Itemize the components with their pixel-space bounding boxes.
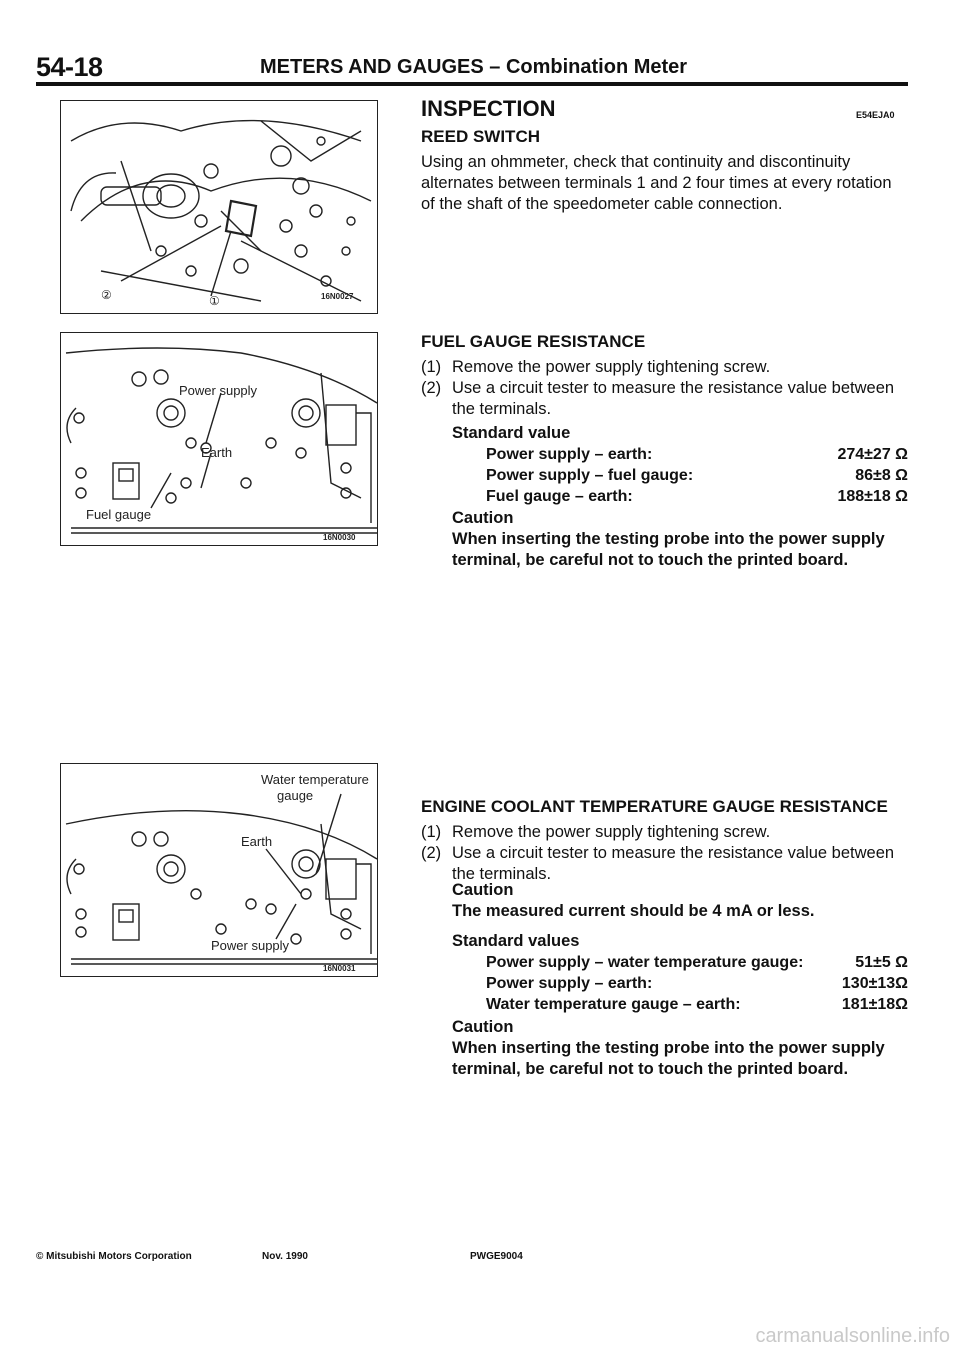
reed-switch-title: REED SWITCH	[421, 127, 540, 146]
figure-code: 16N0030	[323, 533, 356, 542]
label-earth: Earth	[241, 834, 273, 849]
coolant-caution2-title: Caution	[452, 1018, 514, 1036]
coolant-step1-number: (1)	[421, 823, 442, 841]
footer-code: PWGE9004	[470, 1251, 523, 1262]
figure-reed-switch	[60, 100, 378, 314]
section-title-inspection: INSPECTION	[421, 96, 556, 121]
fuel-row-value: 188±18 Ω	[837, 488, 908, 505]
footer-copyright: © Mitsubishi Motors Corporation	[36, 1251, 192, 1262]
fuel-caution-text: When inserting the testing probe into the power supply terminal, be careful not to touch the printed board.	[452, 530, 885, 569]
label-water-temperature: Water temperature	[261, 772, 369, 787]
fuel-step1-number: (1)	[421, 358, 442, 376]
header-rule	[36, 82, 908, 86]
page-title: METERS AND GAUGES – Combination Meter	[260, 56, 688, 78]
fuel-row-value: 86±8 Ω	[855, 467, 908, 484]
footer-date: Nov. 1990	[262, 1251, 308, 1262]
coolant-row-label: Power supply – water temperature gauge:	[486, 954, 804, 971]
coolant-row-value: 181±18Ω	[841, 996, 908, 1013]
coolant-step2-number: (2)	[421, 844, 442, 862]
callout-1: ①	[209, 294, 220, 308]
coolant-standard-title: Standard values	[452, 932, 580, 950]
reed-switch-text: Using an ohmmeter, check that continuity and discontinuity alternates between terminals 1 and 2 four times at every rotation of the shaft of the speedometer cable connection.	[421, 153, 892, 213]
watermark: carmanualsonline.info	[755, 1325, 950, 1347]
fuel-row-label: Power supply – earth:	[486, 446, 653, 463]
label-fuel-gauge: Fuel gauge	[86, 507, 152, 522]
coolant-gauge-title: ENGINE COOLANT TEMPERATURE GAUGE RESISTANCE	[421, 797, 888, 816]
coolant-row-label: Water temperature gauge – earth:	[486, 996, 741, 1013]
label-power-supply: Power supply	[179, 383, 258, 398]
figure-code: 16N0027	[321, 292, 354, 301]
fuel-gauge-title: FUEL GAUGE RESISTANCE	[421, 332, 646, 351]
label-earth: Earth	[201, 445, 233, 460]
fuel-step2-number: (2)	[421, 379, 442, 397]
fuel-step2: Use a circuit tester to measure the resistance value between the terminals.	[452, 379, 895, 418]
label-power-supply: Power supply	[211, 938, 290, 953]
water-temp-drawing	[61, 764, 377, 976]
fuel-gauge-drawing	[61, 333, 377, 545]
figure-fuel-gauge	[60, 332, 378, 546]
section-code: E54EJA0	[856, 110, 895, 120]
coolant-caution2-text: When inserting the testing probe into the power supply terminal, be careful not to touch the printed board.	[452, 1039, 885, 1078]
callout-2: ②	[101, 288, 112, 302]
fuel-standard-title: Standard value	[452, 424, 571, 442]
fuel-row-label: Power supply – fuel gauge:	[486, 467, 694, 484]
coolant-row-label: Power supply – earth:	[486, 975, 653, 992]
coolant-caution1-text: The measured current should be 4 mA or less.	[452, 902, 815, 920]
fuel-row-value: 274±27 Ω	[837, 446, 908, 463]
fuel-caution-title: Caution	[452, 509, 514, 527]
figure-code: 16N0031	[323, 964, 356, 973]
page-number: 54-18	[36, 52, 103, 82]
coolant-row-value: 51±5 Ω	[855, 954, 908, 971]
fuel-step1: Remove the power supply tightening screw.	[452, 358, 771, 376]
coolant-caution1-title: Caution	[452, 881, 514, 899]
label-gauge: gauge	[277, 788, 314, 803]
reed-switch-drawing	[61, 101, 377, 313]
figure-water-temp-gauge	[60, 763, 378, 977]
coolant-row-value: 130±13Ω	[841, 975, 908, 992]
coolant-step1: Remove the power supply tightening screw.	[452, 823, 771, 841]
coolant-step2: Use a circuit tester to measure the resistance value between the terminals.	[452, 844, 895, 883]
fuel-row-label: Fuel gauge – earth:	[486, 488, 633, 505]
